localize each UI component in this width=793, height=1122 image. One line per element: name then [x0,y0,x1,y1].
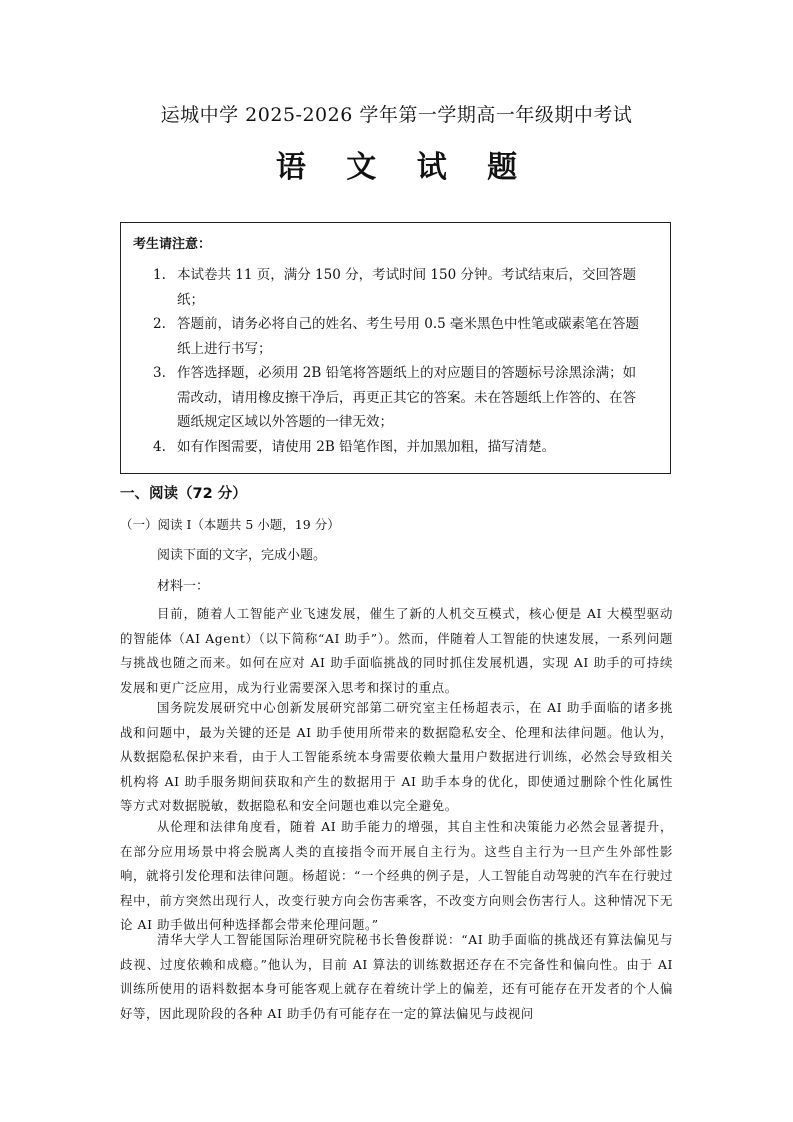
notice-item-number: 1. [153,267,166,283]
notice-heading: 考生请注意： [133,237,212,252]
exam-title: 运城中学 2025-2026 学年第一学期高一年级期中考试 [160,104,633,126]
notice-item-text: 作答选择题，必须用 2B 铅笔将答题纸上的对应题目的答题标号涂黑涂满；如需改动，请用橡皮擦干净后，再更正其它的答案。未在答题纸上作答的、在答题纸规定区域以外答题的一律无效； [177,365,637,430]
material-label: 材料一： [157,579,210,594]
paragraph: 清华大学人工智能国际治理研究院秘书长鲁俊群说：“AI 助手面临的挑战还有算法偏见与歧视、过度依赖和成瘾。”他认为，目前 AI 算法的训练数据还存在不完备性和偏向性。由于 AI 训练所使用的语料数据本身可能客观上就存在着统计学上的偏差，还有可能存在开发者的个人偏好等，因此现阶段的各种 AI 助手仍有可能存在一定的算法偏见与歧视问 [120,932,673,1021]
notice-item [121,435,670,460]
notice-item [121,361,670,435]
subject-title: 语 文 试 题 [275,150,533,185]
notice-item [121,263,670,312]
notice-item-number: 3. [153,365,166,381]
reading-instruction: 阅读下面的文字，完成小题。 [157,548,327,563]
sub-section-heading: （一）阅读 I（本题共 5 小题，19 分） [120,517,340,532]
notice-item-number: 4. [153,438,166,455]
notice-item-text: 本试卷共 11 页，满分 150 分，考试时间 150 分钟。考试结束后，交回答题纸； [177,267,636,308]
section-heading: 一、阅读（72 分） [120,486,247,502]
notice-box [120,222,671,474]
paragraph: 从伦理和法律角度看，随着 AI 助手能力的增强，其自主性和决策能力必然会显著提升，在部分应用场景中将会脱离人类的直接指令而开展自主行为。这些自主行为一旦产生外部性影响，就将引发伦理和法律问题。杨超说：“一个经典的例子是，人工智能自动驾驶的汽车在行驶过程中，前方突然出现行人，改变行驶方向会伤害乘客，不改变方向则会伤害行人。这种情况下无论 AI 助手做出何种选择都会带来伦理问题。” [120,819,673,932]
notice-item-number: 2. [153,316,166,332]
notice-item [121,312,670,361]
notice-item-text: 如有作图需要，请使用 2B 铅笔作图，并加黑加粗，描写清楚。 [177,438,556,455]
paragraph: 国务院发展研究中心创新发展研究部第二研究室主任杨超表示，在 AI 助手面临的诸多挑战和问题中，最为关键的还是 AI 助手使用所带来的数据隐私安全、伦理和法律问题。他认为，从数据隐私保护来看，由于人工智能系统本身需要依赖大量用户数据进行训练，必然会导致相关机构将 AI 助手服务期间获取和产生的数据用于 AI 助手本身的优化，即使通过删除个性化属性等方式对数据脱敏，数据隐私和安全问题也难以完全避免。 [120,700,673,813]
paragraph: 目前，随着人工智能产业飞速发展，催生了新的人机交互模式，核心便是 AI 大模型驱动的智能体（AI Agent）（以下简称“AI 助手”）。然而，伴随着人工智能的快速发展，一系列问题与挑战也随之而来。如何在应对 AI 助手面临挑战的同时抓住发展机遇，实现 AI 助手的可持续发展和更广泛应用，成为行业需要深入思考和探讨的重点。 [120,606,673,695]
notice-list [121,263,670,459]
notice-item-text: 答题前，请务必将自己的姓名、考生号用 0.5 毫米黑色中性笔或碳素笔在答题纸上进行书写； [177,316,640,357]
